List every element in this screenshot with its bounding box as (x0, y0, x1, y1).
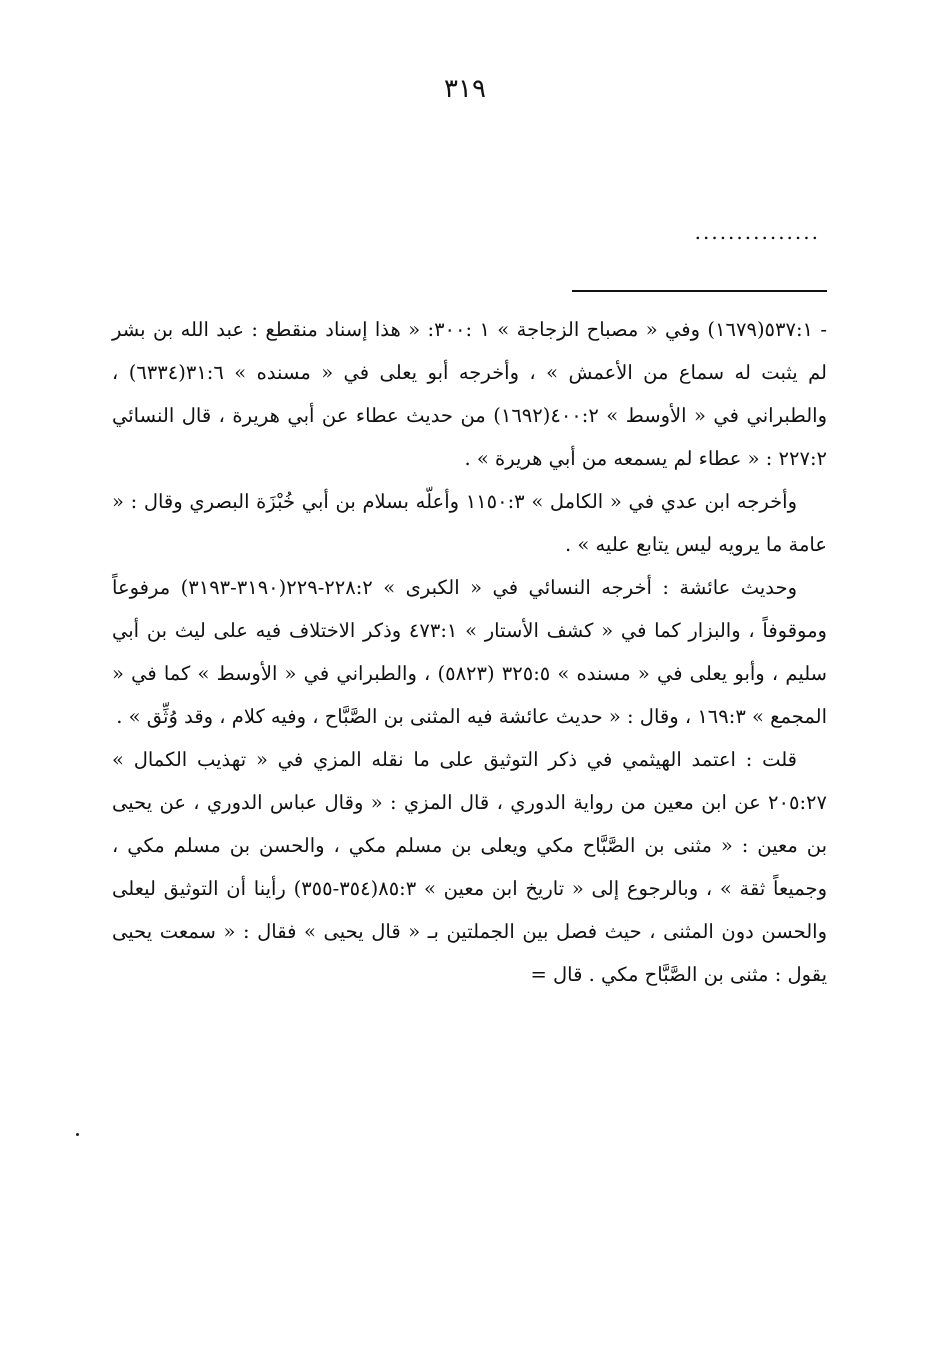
page-number: ٣١٩ (444, 74, 486, 104)
footnote-separator (572, 290, 827, 292)
dotted-line: ............... (694, 220, 820, 244)
footnote-paragraph-2: وأخرجه ابن عدي في « الكامل » ١١٥٠:٣ وأعلّه بسلام بن أبي خُبْزَة البصري وقال : « عامة ما يرويه ليس يتابع عليه » . (112, 490, 827, 556)
scan-speck (76, 1133, 79, 1136)
footnote-paragraph-3: وحديث عائشة : أخرجه النسائي في « الكبرى » ٢٢٨:٢-٢٢٩(٣١٩٠-٣١٩٣) مرفوعاً وموقوفاً ، والبزار كما في « كشف الأستار » ٤٧٣:١ وذكر الاختلاف فيه على ليث بن أبي سليم ، وأبو يعلى في « مسنده » ٣٢٥:٥ (٥٨٢٣) ، والطبراني في « الأوسط » كما في « المجمع » ١٦٩:٣ ، وقال : « حديث عائشة فيه المثنى بن الصَّبَّاح ، وفيه كلام ، وقد وُثِّق » . (112, 576, 827, 728)
footnote-paragraph-1: - ٥٣٧:١(١٦٧٩) وفي « مصباح الزجاجة » ١ :٣٠٠: « هذا إسناد منقطع : عبد الله بن بشر لم يثبت له سماع من الأعمش » ، وأخرجه أبو يعلى في « مسنده » ٣١:٦(٦٣٣٤) ، والطبراني في « الأوسط » ٤٠٠:٢(١٦٩٢) من حديث عطاء عن أبي هريرة ، قال النسائي ٢٢٧:٢ : « عطاء لم يسمعه من أبي هريرة » . (112, 318, 827, 470)
footnote-body (112, 308, 827, 996)
footnote-paragraph-4: قلت : اعتمد الهيثمي في ذكر التوثيق على ما نقله المزي في « تهذيب الكمال » ٢٠٥:٢٧ عن ابن معين من رواية الدوري ، قال المزي : « وقال عباس الدوري ، عن يحيى بن معين : « مثنى بن الصَّبَّاح مكي ويعلى بن مسلم مكي ، والحسن بن مسلم مكي ، وجميعاً ثقة » ، وبالرجوع إلى « تاريخ ابن معين » ٨٥:٣(٣٥٤-٣٥٥) رأينا أن التوثيق ليعلى والحسن دون المثنى ، حيث فصل بين الجملتين بـ « قال يحيى » فقال : « سمعت يحيى يقول : مثنى بن الصَّبَّاح مكي . قال = (112, 748, 827, 986)
